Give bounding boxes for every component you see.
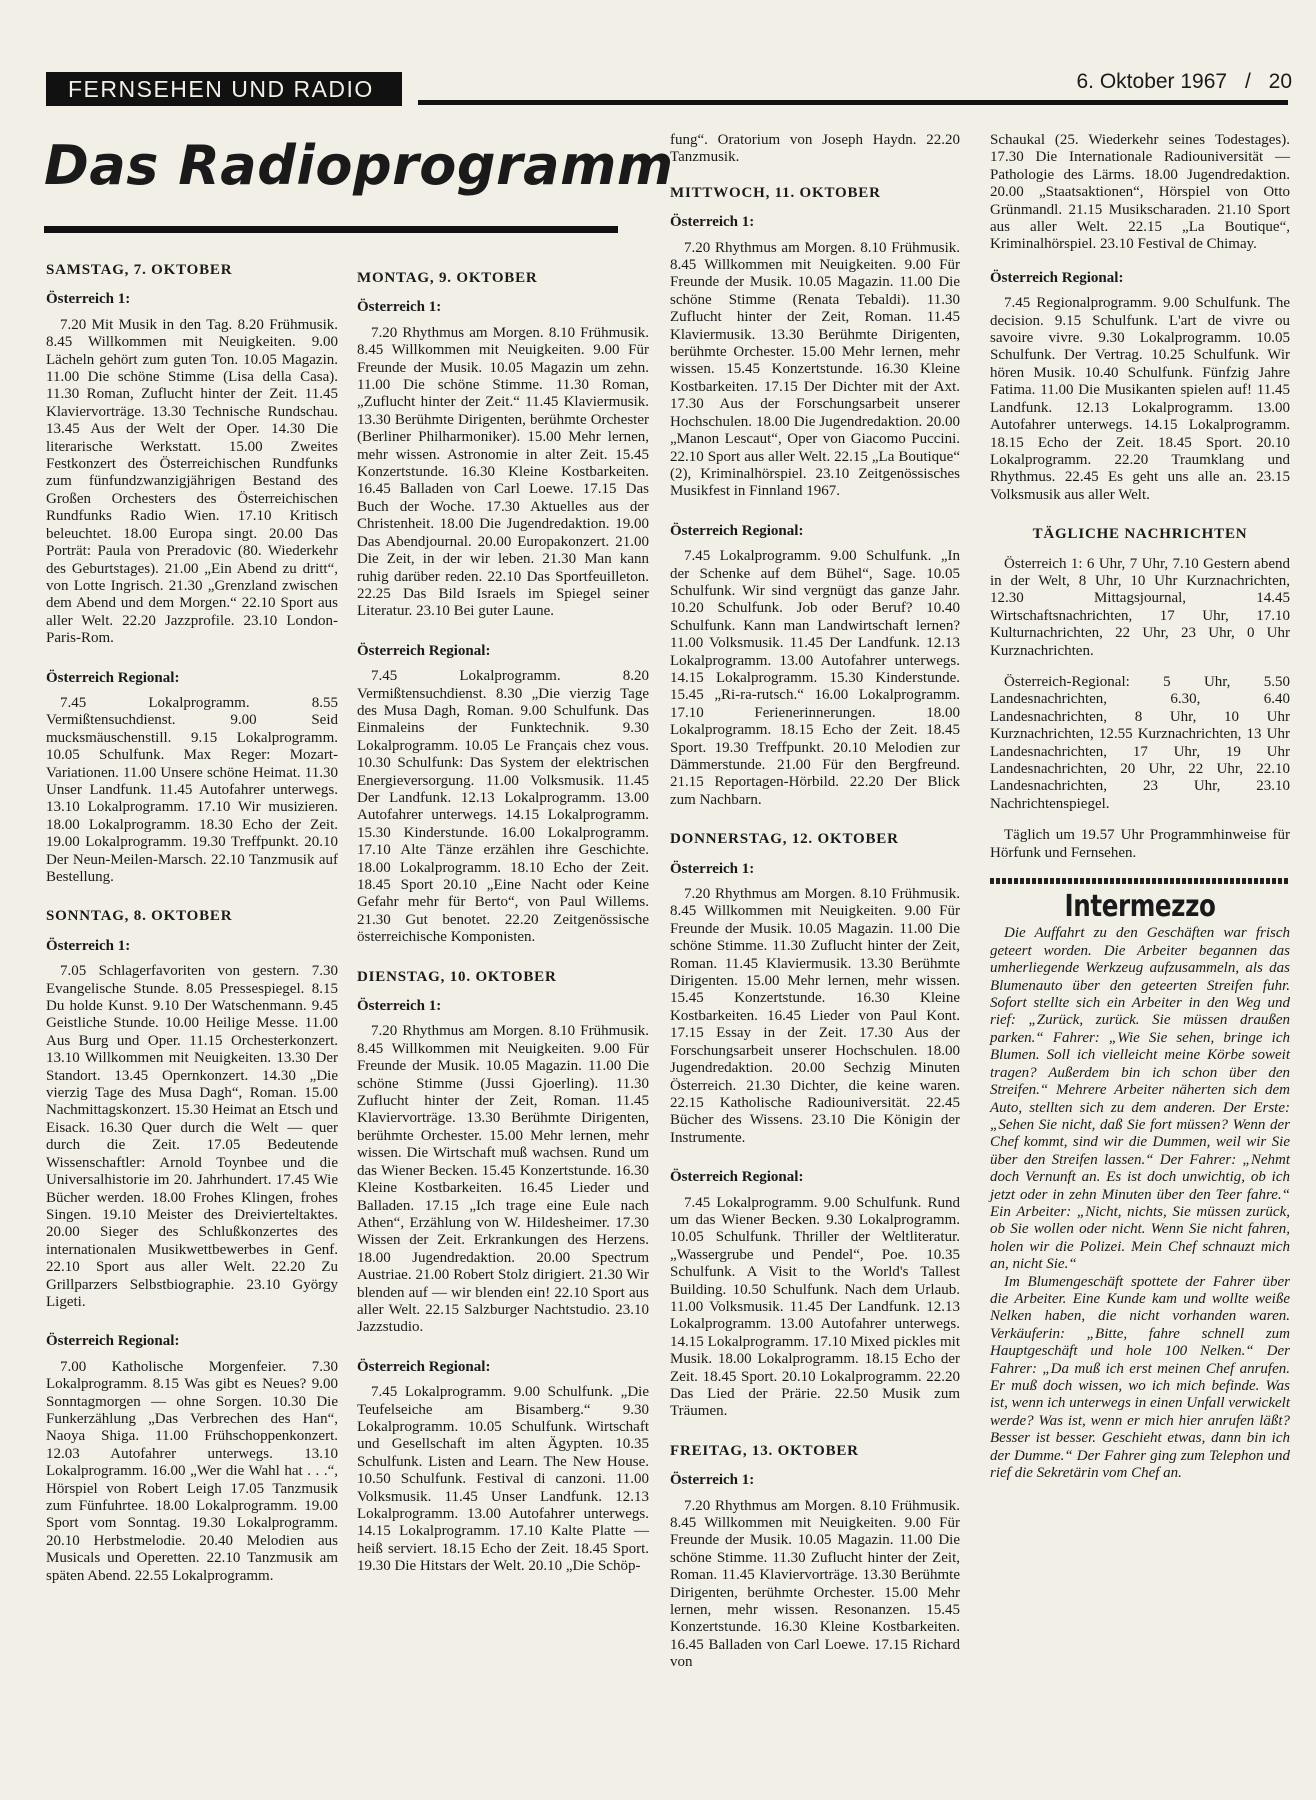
column-3 — [670, 132, 960, 1694]
station-label: Österreich Regional: — [46, 1333, 180, 1350]
date-line — [1077, 70, 1293, 94]
day-heading: DONNERSTAG, 12. OKTOBER — [670, 831, 899, 848]
title-rule — [44, 226, 618, 233]
column-1 — [46, 262, 338, 1607]
news-daily-note: Täglich um 19.57 Uhr Programmhinweise für Hörfunk und Fernsehen. — [990, 827, 1290, 861]
day-heading: FREITAG, 13. OKTOBER — [670, 1442, 859, 1459]
issue-date: 6. Oktober 1967 — [1076, 70, 1228, 93]
station-label: Österreich Regional: — [357, 1358, 491, 1375]
program-text: 7.20 Rhythmus am Morgen. 8.10 Frühmusik. 8.45 Willkommen mit Neuigkeiten. 9.00 Für Freunde der Musik. 10.05 Magazin. 11.00 Die schöne Stimme. 11.30 Zuflucht hinter der Zeit, Roman. 11.45 Klaviermusik. 13.30 Berühmte Dirigenten. 15.00 Mehr lernen, mehr wissen. 15.45 Konzertstunde. 16.30 Kleine Kostbarkeiten. 16.45 Lieder von Paul Kont. 17.15 Essay in der Zeit. 17.30 Aus der Forschungsarbeit unserer Hochschulen. 18.00 Jugendredaktion. 20.00 Sechzig Minuten Österreich. 21.30 Dichter, die keine waren. 22.15 Katholische Radiouniversität. 22.45 Bücher des Wissens. 23.10 Die Königin der Instrumente. — [670, 886, 960, 1146]
station-label: Österreich Regional: — [357, 642, 491, 659]
station-label: Österreich 1: — [357, 998, 442, 1015]
program-text: 7.45 Lokalprogramm. 8.55 Vermißtensuchdienst. 9.00 Seid mucksmäuschenstill. 9.15 Lokalprogramm. 10.05 Schulfunk. Max Reger: Mozart-Variationen. 11.00 Unsere schöne Heimat. 11.30 Unser Landfunk. 11.45 Autofahrer unterwegs. 13.10 Lokalprogramm. 17.10 Wir musizieren. 18.00 Lokalprogramm. 18.30 Echo der Zeit. 19.00 Lokalprogramm. 19.30 Treffpunkt. 20.10 Der Neun-Meilen-Marsch. 22.10 Tanzmusik auf Bestellung. — [46, 694, 338, 885]
program-text: 7.45 Lokalprogramm. 9.00 Schulfunk. „In der Schenke auf dem Bühel“, Sage. 10.05 Schulfunk. Wir sind vergnügt das ganze Jahr. 10.20 Schulfunk. Job oder Beruf? 10.40 Schulfunk. Kann man Landwirtschaft lernen? 11.00 Volksmusik. 11.45 Der Landfunk. 12.13 Lokalprogramm. 13.00 Autofahrer unterwegs. 14.15 Lokalprogramm. 15.30 Kinderstunde. 15.45 „Ri-ra-rutsch.“ 16.00 Lokalprogramm. 17.10 Ferienerinnerungen. 18.00 Lokalprogramm. 18.15 Echo der Zeit. 18.45 Sport. 19.30 Treffpunkt. 20.10 Melodien zur Dämmerstunde. 21.00 Für den Bergfreund. 21.15 Reportagen-Hörbild. 22.20 Der Blick zum Nachbarn. — [670, 548, 960, 808]
station-label: Österreich Regional: — [670, 522, 804, 539]
program-text-continued: Schaukal (25. Wiederkehr seines Todestages). 17.30 Die Internationale Radiouniversität — Pathologie des Lärms. 18.00 Jugendredaktion. 20.00 „Staatsaktionen“, Hörspiel von Otto Grünmandl. 21.15 Musikscharaden. 21.10 Sport aus aller Welt. 22.15 „La Boutique“, Kriminalhörspiel. 23.10 Festival de Chimay. — [990, 132, 1290, 253]
date-separator: / — [1244, 70, 1251, 93]
station-label: Österreich Regional: — [670, 1169, 804, 1186]
program-text: 7.45 Lokalprogramm. 9.00 Schulfunk. „Die Teufelseiche am Bisamberg.“ 9.30 Lokalprogramm. 10.05 Schulfunk. Wirtschaft und Gesellschaft im alten Ägypten. 10.35 Schulfunk. Listen and Learn. The New House. 10.50 Schulfunk. Festival di canzoni. 11.00 Volksmusik. 11.45 Unser Landfunk. 12.13 Lokalprogramm. 13.00 Autofahrer unterwegs. 14.15 Lokalprogramm. 17.10 Kalte Platte — heiß serviert. 18.15 Echo der Zeit. 18.45 Sport. 19.30 Die Hitstars der Welt. 20.10 „Die Schöp- — [357, 1384, 649, 1575]
program-text: 7.20 Mit Musik in den Tag. 8.20 Frühmusik. 8.45 Willkommen mit Neuigkeiten. 9.00 Lächeln gehört zum guten Ton. 10.05 Magazin. 11.00 Die schöne Stimme (Lisa della Casa). 11.30 Roman, Zuflucht hinter der Zeit. 11.45 Klaviervorträge. 13.30 Technische Rundschau. 13.45 Aus der Welt der Oper. 14.30 Die literarische Werkstatt. 15.00 Zweites Festkonzert des Österreichischen Rundfunks zum fünfundzwanzigjährigen Bestand des Großen Orchesters des Österreichischen Rundfunks Radio Wien. 17.10 Kritisch beleuchtet. 18.00 Europa singt. 20.00 Das Porträt: Paula von Preradovic (80. Wiederkehr des Geburtstages). 21.00 „Ein Abend zu dritt“, von Lotte Ingrisch. 21.30 „Grenzland zwischen dem Abend und dem Morgen.“ 22.10 Sport aus aller Welt. 22.20 Jazzprofile. 23.10 London-Paris-Rom. — [46, 316, 338, 647]
day-heading: MONTAG, 9. OKTOBER — [357, 270, 538, 286]
program-text: 7.05 Schlagerfavoriten von gestern. 7.30 Evangelische Stunde. 8.05 Pressespiegel. 8.15 Du holde Kunst. 9.10 Der Watschenmann. 9.45 Geistliche Stunde. 10.00 Heilige Messe. 11.00 Aus Burg und Oper. 11.15 Orchesterkonzert. 13.10 Willkommen mit Neuigkeiten. 13.30 Der Standort. 13.45 Opernkonzert. 14.30 „Die vierzig Tage des Musa Dagh“, Roman. 15.00 Nachmittagskonzert. 15.30 Heimat an Etsch und Eisack. 16.30 Quer durch die Welt — quer durch die Zeit. 17.05 Bedeutende Wissenschaftler: Arnold Toynbee und die Universalhistorie im 20. Jahrhundert. 17.45 Wie Bücher werden. 18.00 Frohes Klingen, frohes Singen. 19.10 Meister des Dreivierteltaktes. 20.00 Sieger des Schlußkonzertes des internationalen Musikwettbewerbes in Genf. 22.10 Sport aus aller Welt. 22.20 Zu Grillparzers Selbstbiographie. 23.10 György Ligeti. — [46, 963, 338, 1310]
intermezzo-paragraph: Die Auffahrt zu den Geschäften war frisch geteert worden. Die Arbeiter begannen das umherliegende Werkzeug aufzusammeln, als das Blumenauto über den geteerten Streifen fuhr. Sofort stellte sich ein Arbeiter in den Weg und rief: „Zurück, zurück. Sie müssen draußen parken.“ Fahrer: „Wie Sie sehen, bringe ich Blumen. Soll ich vielleicht meine Körbe soweit tragen? Außerdem bin ich schon über den Streifen.“ Mehrere Arbeiter näherten sich dem Auto, stellten sich zu dem anderen. Der Erste: „Sehen Sie nicht, daß Sie fort müssen? Wenn der Chef kommt, sind wir die Dummen, weil wir Sie über den Streifen lassen.“ Der Fahrer: „Nehmt doch Vernunft an. Es ist doch unwichtig, ob ich jetzt oder in zehn Minuten über den Teer fahre.“ Ein Arbeiter: „Nicht, nichts, Sie müssen zurück, ob Sie wollen oder nicht. Wenn Sie nicht fahren, holen wir die Polizei. Mein Chef schnauzt mich an, nicht Sie.“ — [990, 925, 1290, 1273]
program-text-continued: fung“. Oratorium von Joseph Haydn. 22.20 Tanzmusik. — [670, 132, 960, 166]
news-regional: Österreich-Regional: 5 Uhr, 5.50 Landesnachrichten, 6.30, 6.40 Landesnachrichten, 8 Uhr, 10 Uhr Kurznachrichten, 12.55 Kurznachrichten, 13 Uhr Landesnachrichten, 17 Uhr, 19 Uhr Landesnachrichten, 20 Uhr, 22 Uhr, 22.10 Landesnachrichten, 23 Uhr, 23.10 Nachrichtenspiegel. — [990, 673, 1290, 812]
day-heading: MITTWOCH, 11. OKTOBER — [670, 184, 881, 201]
page-title: Das Radioprogramm — [44, 134, 674, 197]
station-label: Österreich 1: — [670, 1472, 755, 1489]
news-oe1: Österreich 1: 6 Uhr, 7 Uhr, 7.10 Gestern abend in der Welt, 8 Uhr, 10 Uhr Kurznachrichten, 12.30 Mittagsjournal, 14.45 Wirtschaftsnachrichten, 17 Uhr, 17.10 Kulturnachrichten, 22 Uhr, 23 Uhr, 0 Uhr Kurznachrichten. — [990, 555, 1290, 659]
day-heading: SAMSTAG, 7. OKTOBER — [46, 262, 233, 278]
station-label: Österreich 1: — [670, 860, 755, 877]
page-number: 20 — [1268, 70, 1292, 93]
program-text: 7.45 Lokalprogramm. 9.00 Schulfunk. Rund um das Wiener Becken. 9.30 Lokalprogramm. 10.05 Schulfunk. Thriller der Weltliteratur. „Wassergrube und Pendel“, Poe. 10.35 Schulfunk. A Visit to the World's Tallest Building. 10.50 Schulfunk. Nach dem Urlaub. 11.00 Volksmusik. 11.45 Der Landfunk. 12.13 Lokalprogramm. 13.00 Autofahrer unterwegs. 14.15 Lokalprogramm. 17.10 Mixed pickles mit Musik. 18.00 Lokalprogramm. 18.15 Echo der Zeit. 18.45 Sport. 20.10 Lokalprogramm. 22.20 Das Lied der Prärie. 22.50 Musik zum Träumen. — [670, 1194, 960, 1420]
day-heading: SONNTAG, 8. OKTOBER — [46, 908, 233, 925]
header-rule — [418, 100, 1288, 105]
station-label: Österreich 1: — [670, 214, 755, 231]
station-label: Österreich Regional: — [990, 269, 1124, 286]
program-text: 7.45 Regionalprogramm. 9.00 Schulfunk. The decision. 9.15 Schulfunk. L'art de vivre ou savoire vivre. 9.30 Lokalprogramm. 10.05 Schulfunk. Der Vertrag. 10.25 Schulfunk. Wir hören Musik. 10.40 Schulfunk. Fünfzig Jahre Fatima. 11.00 Die Musikanten spielen auf! 11.45 Landfunk. 12.13 Lokalprogramm. 13.00 Autofahrer unterwegs. 14.15 Lokalprogramm. 18.15 Echo der Zeit. 18.45 Sport. 20.10 Lokalprogramm. 22.20 Traumklang und Rhythmus. 22.45 Es geht uns alle an. 23.15 Volksmusik aus aller Welt. — [990, 295, 1290, 503]
column-4 — [990, 132, 1290, 1482]
section-divider — [990, 878, 1290, 884]
station-label: Österreich 1: — [357, 299, 442, 316]
program-text: 7.20 Rhythmus am Morgen. 8.10 Frühmusik. 8.45 Willkommen mit Neuigkeiten. 9.00 Für Freunde der Musik. 10.05 Magazin um zehn. 11.00 Die schöne Stimme. 11.30 Roman, „Zuflucht hinter der Zeit.“ 11.45 Klaviermusik. 13.30 Berühmte Dirigenten, berühmte Orchester (Berliner Philharmoniker). 15.00 Mehr lernen, mehr wissen. Astronomie in alter Zeit. 15.45 Konzertstunde. 16.30 Kleine Kostbarkeiten. 16.45 Balladen von Carl Loewe. 17.15 Das Buch der Woche. 17.30 Aktuelles aus der Christenheit. 18.00 Die Jugendredaktion. 19.00 Das Abendjournal. 20.00 Europakonzert. 21.00 Die Zeit, in der wir leben. 21.30 Man kann ruhig darüber reden. 22.10 Das Sportfeuilleton. 22.25 Das Bild Israels im Spiegel seiner Literatur. 23.10 Bei guter Laune. — [357, 324, 649, 620]
program-text: 7.00 Katholische Morgenfeier. 7.30 Lokalprogramm. 8.15 Was gibt es Neues? 9.00 Sonntagmorgen — ohne Sorgen. 10.30 Die Funkerzählung „Das Verbrechen des Han“, Naoya Shiga. 11.00 Frühschoppenkonzert. 12.03 Autofahrer unterwegs. 13.10 Lokalprogramm. 16.00 „Wer die Wahl hat . . .“, Hörspiel von Robert Leigh 17.05 Tanzmusik zum Fünfuhrtee. 18.00 Lokalprogramm. 19.00 Sport vom Sonntag. 19.30 Lokalprogramm. 20.10 Herbstmelodie. 20.40 Melodien aus Musicals und Operetten. 22.10 Tanzmusik am späten Abend. 22.55 Lokalprogramm. — [46, 1358, 338, 1584]
station-label: Österreich 1: — [46, 937, 131, 954]
program-text: 7.20 Rhythmus am Morgen. 8.10 Frühmusik. 8.45 Willkommen mit Neuigkeiten. 9.00 Für Freunde der Musik. 10.05 Magazin. 11.00 Die schöne Stimme (Renata Tebaldi). 11.30 Zuflucht hinter der Zeit, Roman. 11.45 Klaviermusik. 13.30 Berühmte Dirigenten, berühmte Orchester. 15.00 Mehr lernen, mehr wissen. 15.45 Konzertstunde. 16.30 Kleine Kostbarkeiten. 17.15 Der Dichter mit der Axt. 17.30 Aus der Forschungsarbeit unserer Hochschulen. 18.00 Die Jugendredaktion. 20.00 „Manon Lescaut“, Oper von Giacomo Puccini. 22.10 Sport aus aller Welt. 22.15 „La Boutique“ (2), Kriminalhörspiel. 23.10 Zeitgenössisches Musikfest in Finnland 1967. — [670, 239, 960, 500]
intermezzo-paragraph: Im Blumengeschäft spottete der Fahrer über die Arbeiter. Eine Kunde kam und wollte weiße Nelken haben, die nicht vorhanden waren. Verkäuferin: „Bitte, fahre schnell zum Hauptgeschäft und hole 100 Nelken.“ Der Fahrer: „Da muß ich erst meinen Chef anrufen. Er muß doch wissen, wo ich mich befinde. Was ist, wenn ich unterwegs in einen Unfall verwickelt werde? Was ist, wenn er mich hier anrufen läßt? Besser ist besser. Geschieht etwas, dann bin ich der Dumme.“ Der Fahrer ging zum Telephon und rief die Sekretärin vom Chef an. — [990, 1273, 1290, 1482]
program-text: 7.45 Lokalprogramm. 8.20 Vermißtensuchdienst. 8.30 „Die vierzig Tage des Musa Dagh, Roman. 9.00 Schulfunk. Das Einmaleins der Funktechnik. 9.30 Lokalprogramm. 10.05 Le Français chez vous. 10.30 Schulfunk: Das System der elektrischen Energieversorgung. 11.00 Volksmusik. 11.45 Der Landfunk. 12.13 Lokalprogramm. 13.00 Autofahrer unterwegs. 14.15 Lokalprogramm. 15.30 Kinderstunde. 16.00 Lokalprogramm. 17.10 Alte Tänze erzählen ihre Geschichte. 18.00 Lokalprogramm. 18.10 Echo der Zeit. 18.45 Sport 20.10 „Eine Nacht oder Keine Gefahr mehr für Berto“, von Paul Willems. 21.30 Gut benotet. 22.20 Zeitgenössische österreichische Komponisten. — [357, 668, 649, 946]
station-label: Österreich Regional: — [46, 669, 180, 686]
day-heading: DIENSTAG, 10. OKTOBER — [357, 968, 557, 985]
section-label: FERNSEHEN UND RADIO — [46, 72, 402, 106]
program-text: 7.20 Rhythmus am Morgen. 8.10 Frühmusik. 8.45 Willkommen mit Neuigkeiten. 9.00 Für Freunde der Musik. 10.05 Magazin. 11.00 Die schöne Stimme. 11.30 Zuflucht hinter der Zeit, Roman. 11.45 Klaviervorträge. 13.30 Berühmte Dirigenten, berühmte Orchester. 15.00 Mehr lernen, mehr wissen. Resonanzen. 15.45 Konzertstunde. 16.30 Kleine Kostbarkeiten. 16.45 Balladen von Carl Loewe. 17.15 Richard von — [670, 1497, 960, 1671]
intermezzo-title: Intermezzo — [1064, 889, 1216, 925]
program-text: 7.20 Rhythmus am Morgen. 8.10 Frühmusik. 8.45 Willkommen mit Neuigkeiten. 9.00 Für Freunde der Musik. 10.05 Magazin. 11.00 Die schöne Stimme (Jussi Gjoerling). 11.30 Zuflucht hinter der Zeit, Roman. 11.45 Klaviervorträge. 13.30 Berühmte Dirigenten, berühmte Orchester. 15.00 Mehr lernen, mehr wissen. Die Wirtschaft muß wachsen. Rund um das Wiener Becken. 15.45 Konzertstunde. 16.30 Kleine Kostbarkeiten. 16.45 Lieder und Balladen. 17.15 „Ich trage eine Eule nach Athen“, Erzählung von W. Hildesheimer. 17.30 Wissen der Zeit. Erkrankungen des Herzens. 18.00 Jugendredaktion. 20.00 Spectrum Austriae. 21.00 Robert Stolz dirigiert. 21.30 Wir blenden auf — wir blenden ein! 22.10 Sport aus aller Welt. 22.15 Salzburger Nachtstudio. 23.10 Jazzstudio. — [357, 1023, 649, 1336]
news-heading: TÄGLICHE NACHRICHTEN — [1032, 526, 1248, 543]
column-2 — [357, 270, 649, 1598]
station-label: Österreich 1: — [46, 291, 131, 308]
